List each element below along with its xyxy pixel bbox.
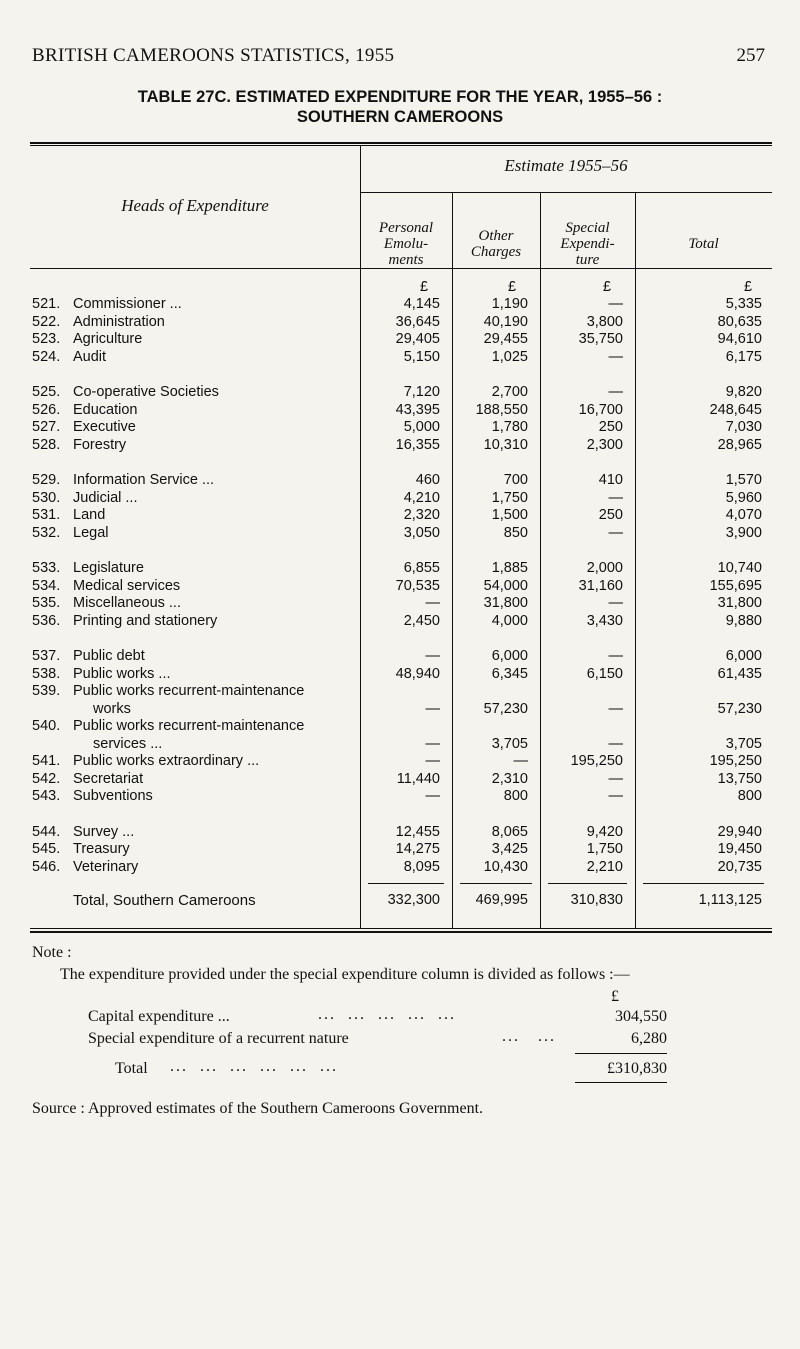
- row-code: 538.: [32, 665, 61, 682]
- row-head-label: Public works recurrent-maintenance: [73, 683, 305, 699]
- other-value: 4,000: [491, 612, 528, 629]
- row-code: 531.: [32, 507, 61, 523]
- special-value: 195,250: [570, 753, 623, 769]
- personal-value: 2,320: [403, 507, 440, 523]
- total-sum-rule: [643, 883, 764, 884]
- row-head-label: Education: [73, 401, 138, 418]
- special-value: —: [608, 489, 623, 506]
- total-sum-rule: [548, 883, 627, 884]
- other-value: 40,190: [483, 313, 528, 330]
- special-value: 2,000: [586, 560, 623, 576]
- row-code: 536.: [32, 612, 61, 629]
- other-value: 8,065: [491, 823, 528, 840]
- row-head-label: Miscellaneous ...: [73, 595, 181, 611]
- currency-symbol: £: [508, 279, 517, 295]
- personal-value: —: [425, 753, 440, 769]
- row-code: 542.: [32, 770, 61, 787]
- capital-expenditure-value: 304,550: [615, 1008, 667, 1025]
- row-code: 532.: [32, 524, 61, 541]
- personal-value: —: [425, 648, 440, 664]
- heads-of-expenditure-header: Heads of Expenditure: [121, 196, 269, 215]
- personal-column-header: Emolu-: [383, 236, 429, 252]
- row-head-label: Public works recurrent-maintenance: [73, 718, 305, 734]
- other-column-header: Charges: [470, 244, 522, 260]
- row-code: 528.: [32, 436, 61, 453]
- personal-value: 11,440: [396, 770, 440, 787]
- row-head-label: Veterinary: [73, 858, 139, 875]
- recurrent-expenditure-value: 6,280: [631, 1030, 667, 1047]
- row-head-label: Judicial ...: [73, 489, 138, 506]
- special-value: 250: [598, 419, 623, 435]
- note-total-value: £310,830: [607, 1060, 667, 1077]
- other-value: 6,000: [491, 648, 528, 664]
- row-head-label: Public debt: [73, 648, 145, 664]
- total-sum-rule: [460, 883, 532, 884]
- personal-value: 16,355: [395, 436, 440, 453]
- row-code: 541.: [32, 753, 61, 769]
- total-value: 57,230: [717, 700, 762, 717]
- total-personal-value: 332,300: [387, 892, 440, 908]
- other-value: 850: [503, 524, 528, 541]
- currency-symbol: £: [744, 279, 753, 295]
- total-value: 29,940: [717, 823, 762, 840]
- currency-symbol: £: [420, 279, 429, 295]
- note-label: Note :: [32, 944, 72, 961]
- special-column-header: Expendi-: [560, 236, 615, 252]
- other-column-header: Other: [478, 228, 514, 244]
- personal-value: 5,150: [403, 348, 440, 365]
- total-sum-rule: [368, 883, 444, 884]
- special-value: —: [608, 770, 623, 787]
- row-head-label-continued: works: [93, 700, 131, 717]
- row-head-label: Executive: [73, 419, 136, 435]
- row-head-label: Printing and stationery: [73, 612, 218, 629]
- row-head-label: Land: [73, 507, 106, 523]
- total-value: 80,635: [717, 313, 762, 330]
- header-bottom-rule: [30, 268, 772, 269]
- personal-value: 14,275: [395, 841, 440, 857]
- personal-value: 12,455: [395, 823, 440, 840]
- personal-value: —: [425, 595, 440, 611]
- special-value: 6,150: [586, 665, 623, 682]
- other-value: —: [513, 753, 528, 769]
- special-value: 16,700: [578, 401, 623, 418]
- personal-value: 3,050: [403, 524, 440, 541]
- row-code: 524.: [32, 348, 61, 365]
- row-code: 543.: [32, 788, 61, 804]
- row-head-label: Administration: [73, 313, 165, 330]
- note-total-leader-dots: ... ... ... ... ... ...: [170, 1058, 338, 1075]
- other-value: 2,310: [491, 770, 528, 787]
- other-value: 800: [503, 788, 528, 804]
- running-header: [32, 45, 765, 71]
- table-top-rule: [30, 142, 772, 144]
- row-head-label: Audit: [73, 348, 107, 365]
- special-value: 410: [598, 472, 623, 488]
- row-head-label: Agriculture: [73, 331, 143, 347]
- row-head-label: Legislature: [73, 560, 144, 576]
- total-value: 10,740: [717, 560, 762, 576]
- row-code: 526.: [32, 401, 61, 418]
- other-value: 31,800: [483, 595, 528, 611]
- row-code: 544.: [32, 823, 61, 840]
- total-value: 31,800: [717, 595, 762, 611]
- other-value: 29,455: [483, 331, 528, 347]
- other-value: 700: [503, 472, 528, 488]
- personal-value: —: [425, 700, 440, 717]
- total-value: 195,250: [709, 753, 762, 769]
- note-currency: £: [611, 988, 619, 1005]
- total-value: 20,735: [717, 858, 762, 875]
- capital-leader-dots: ... ... ... ... ...: [318, 1006, 456, 1023]
- estimate-header: Estimate 1955–56: [504, 156, 628, 175]
- table-bottom-rule: [30, 928, 772, 929]
- other-value: 2,700: [491, 384, 528, 400]
- personal-value: 6,855: [403, 560, 440, 576]
- total-value: 1,570: [725, 472, 762, 488]
- special-value: 9,420: [586, 823, 623, 840]
- personal-value: —: [425, 735, 440, 752]
- row-head-label: Co-operative Societies: [73, 384, 219, 400]
- special-value: —: [608, 348, 623, 365]
- row-head-label: Survey ...: [73, 823, 135, 840]
- total-value: 9,820: [725, 384, 762, 400]
- other-value: 1,750: [491, 489, 528, 506]
- row-code: 529.: [32, 472, 61, 488]
- special-column-header: Special: [565, 220, 610, 236]
- other-value: 6,345: [491, 665, 528, 682]
- row-head-label: Public works ...: [73, 665, 171, 682]
- personal-value: 460: [415, 472, 440, 488]
- special-column-header: ture: [575, 252, 600, 268]
- special-value: 35,750: [578, 331, 623, 347]
- other-value: 1,780: [491, 419, 528, 435]
- note-total-rule: [575, 1082, 667, 1083]
- recurrent-expenditure-label: Special expenditure of a recurrent nature: [88, 1030, 349, 1047]
- row-code: 527.: [32, 419, 61, 435]
- row-code: 546.: [32, 858, 61, 875]
- other-value: 3,425: [491, 841, 528, 857]
- total-value: 94,610: [717, 331, 762, 347]
- personal-value: 48,940: [395, 665, 440, 682]
- total-value: 61,435: [717, 665, 762, 682]
- row-head-label: Secretariat: [73, 770, 144, 787]
- total-value: 6,175: [725, 348, 762, 365]
- special-value: 2,300: [586, 436, 623, 453]
- estimate-rule: [360, 192, 772, 193]
- other-value: 1,885: [491, 560, 528, 576]
- total-column-header: Total: [688, 236, 719, 252]
- personal-value: 70,535: [395, 577, 440, 594]
- other-value: 188,550: [475, 401, 528, 418]
- special-value: 3,800: [586, 313, 623, 330]
- special-value: —: [608, 735, 623, 752]
- special-value: 3,430: [586, 612, 623, 629]
- personal-value: 29,405: [395, 331, 440, 347]
- special-value: —: [608, 595, 623, 611]
- column-divider: [540, 192, 541, 928]
- table-subtitle: SOUTHERN CAMEROONS: [296, 108, 504, 126]
- table-top-rule-inner: [30, 145, 772, 146]
- row-head-label: Commissioner ...: [73, 296, 182, 312]
- row-code: 521.: [32, 296, 61, 312]
- total-value: 248,645: [709, 401, 762, 418]
- total-value: 6,000: [725, 648, 762, 664]
- total-value: 155,695: [709, 577, 762, 594]
- total-value: 28,965: [717, 436, 762, 453]
- special-value: 31,160: [578, 577, 623, 594]
- row-code: 535.: [32, 595, 61, 611]
- row-code: 533.: [32, 560, 61, 576]
- total-value: 9,880: [725, 612, 762, 629]
- row-code: 534.: [32, 577, 61, 594]
- total-value: 800: [737, 788, 762, 804]
- total-total-value: 1,113,125: [698, 892, 762, 908]
- personal-value: 4,210: [403, 489, 440, 506]
- source-line: Source : Approved estimates of the Southern Cameroons Government.: [32, 1100, 484, 1117]
- other-value: 3,705: [491, 735, 528, 752]
- row-code: 540.: [32, 718, 61, 734]
- running-header-title: BRITISH CAMEROONS STATISTICS, 1955: [32, 45, 395, 66]
- row-code: 537.: [32, 648, 61, 664]
- row-head-label: Subventions: [73, 788, 153, 804]
- total-row-label: Total, Southern Cameroons: [73, 892, 256, 909]
- currency-symbol: £: [603, 279, 612, 295]
- note-sum-rule: [575, 1053, 667, 1054]
- total-value: 3,705: [725, 735, 762, 752]
- special-value: —: [608, 788, 623, 804]
- personal-value: 43,395: [395, 401, 440, 418]
- total-special-value: 310,830: [570, 892, 623, 908]
- table-bottom-rule-inner: [30, 931, 772, 933]
- personal-value: 5,000: [403, 419, 440, 435]
- other-value: 1,500: [491, 507, 528, 523]
- special-value: —: [608, 296, 623, 312]
- row-head-label: Legal: [73, 524, 109, 541]
- total-value: 5,335: [725, 296, 762, 312]
- other-value: 54,000: [483, 577, 528, 594]
- recurrent-leader-dots: ... ...: [502, 1028, 556, 1045]
- column-divider: [452, 192, 453, 928]
- table-title: TABLE 27C. ESTIMATED EXPENDITURE FOR THE YEAR, 1955–56 :: [137, 88, 663, 106]
- total-value: 4,070: [725, 507, 762, 523]
- row-head-label: Forestry: [73, 436, 127, 453]
- other-value: 1,190: [491, 296, 528, 312]
- row-code: 523.: [32, 331, 61, 347]
- other-value: 10,430: [483, 858, 528, 875]
- row-head-label-continued: services ...: [93, 735, 163, 752]
- special-value: 2,210: [586, 858, 623, 875]
- note-total-label: Total: [115, 1060, 148, 1077]
- personal-column-header: Personal: [378, 220, 434, 236]
- total-other-value: 469,995: [475, 892, 528, 908]
- special-value: —: [608, 524, 623, 541]
- note-text: The expenditure provided under the special expenditure column is divided as follows :—: [60, 966, 630, 983]
- row-head-label: Treasury: [73, 841, 130, 857]
- row-head-label: Medical services: [73, 577, 181, 594]
- special-value: —: [608, 384, 623, 400]
- page-number: 257: [736, 45, 765, 66]
- column-divider: [635, 192, 636, 928]
- personal-value: 2,450: [403, 612, 440, 629]
- special-value: 1,750: [586, 841, 623, 857]
- total-value: 3,900: [725, 524, 762, 541]
- row-code: 539.: [32, 683, 61, 699]
- personal-value: —: [425, 788, 440, 804]
- total-value: 19,450: [717, 841, 762, 857]
- row-code: 522.: [32, 313, 61, 330]
- personal-column-header: ments: [388, 252, 424, 268]
- special-value: —: [608, 700, 623, 717]
- total-value: 5,960: [725, 489, 762, 506]
- personal-value: 4,145: [403, 296, 440, 312]
- personal-value: 36,645: [395, 313, 440, 330]
- personal-value: 7,120: [403, 384, 440, 400]
- special-value: —: [608, 648, 623, 664]
- special-value: 250: [598, 507, 623, 523]
- other-value: 57,230: [483, 700, 528, 717]
- row-code: 530.: [32, 489, 61, 506]
- total-value: 7,030: [725, 419, 762, 435]
- personal-value: 8,095: [403, 858, 440, 875]
- capital-expenditure-label: Capital expenditure ...: [88, 1008, 230, 1025]
- row-head-label: Information Service ...: [73, 472, 215, 488]
- row-code: 545.: [32, 841, 61, 857]
- other-value: 10,310: [483, 436, 528, 453]
- total-value: 13,750: [717, 770, 762, 787]
- other-value: 1,025: [491, 348, 528, 365]
- row-head-label: Public works extraordinary ...: [73, 753, 260, 769]
- row-code: 525.: [32, 384, 61, 400]
